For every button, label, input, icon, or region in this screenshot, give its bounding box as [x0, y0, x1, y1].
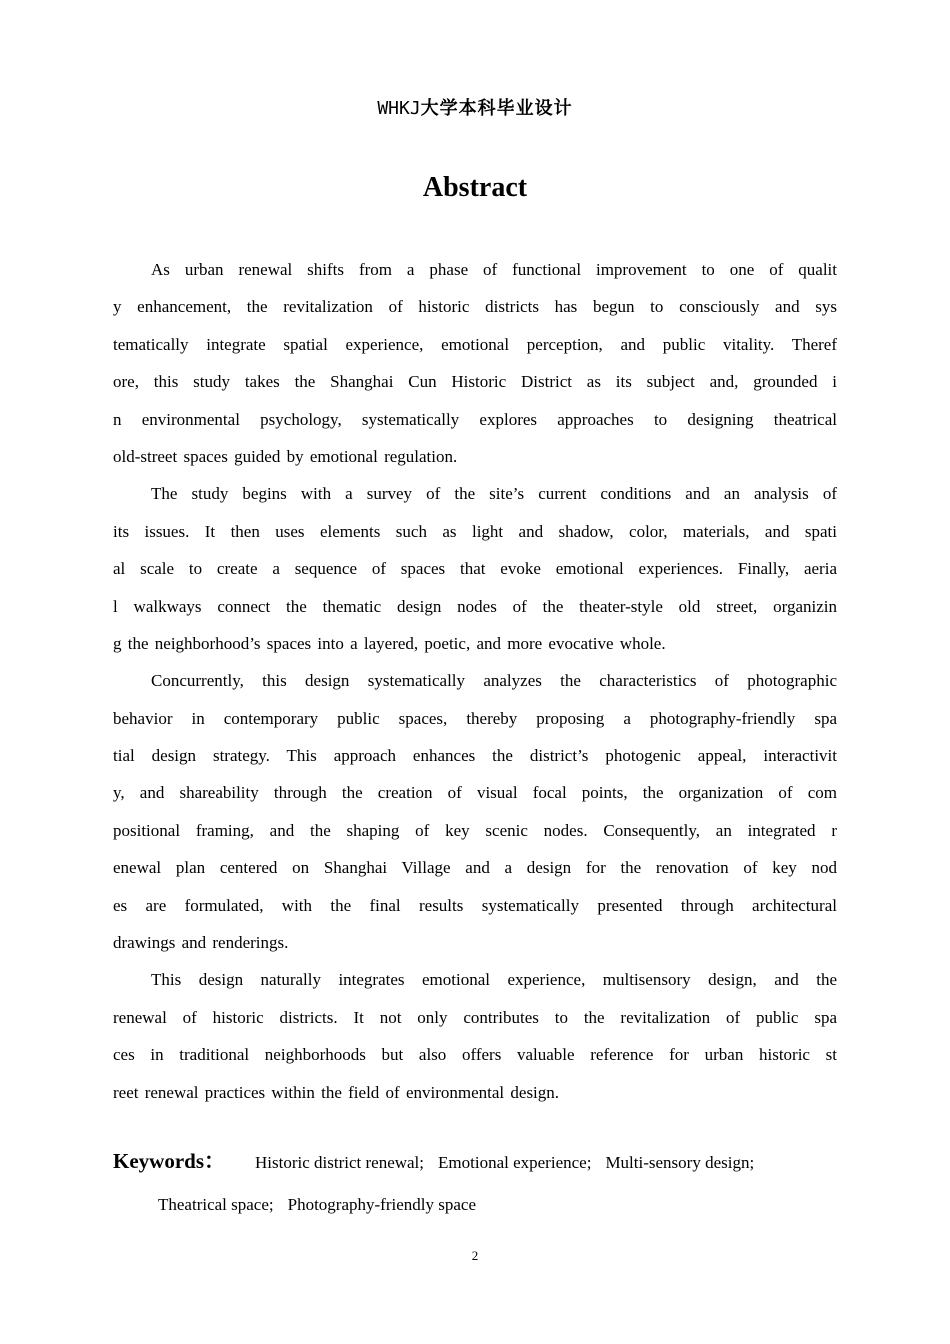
- paragraph-line: enewal plan centered on Shanghai Village and a design for the renovation of key nod: [113, 858, 837, 878]
- paragraph-line: ore, this study takes the Shanghai Cun Historic District as its subject and, grounded i: [113, 372, 837, 392]
- paragraph-line: The study begins with a survey of the site’s current conditions and an analysis of: [151, 484, 837, 504]
- paragraph-line: tematically integrate spatial experience, emotional perception, and public vitality. Theref: [113, 334, 837, 354]
- keyword-item: Photography-friendly space: [287, 1195, 476, 1214]
- paragraph-line: ces in traditional neighborhoods but also offers valuable reference for urban historic st: [113, 1045, 837, 1065]
- page-title: Abstract: [422, 172, 528, 203]
- abstract-body: [113, 251, 837, 1111]
- paragraph-line: y enhancement, the revitalization of historic districts has begun to consciously and sys: [113, 297, 837, 317]
- header-cjk-text: 大学本科毕业设计: [420, 98, 573, 119]
- keywords-label: Keywords：: [113, 1149, 225, 1173]
- paragraph-line: old-street spaces guided by emotional regulation.: [113, 446, 458, 466]
- paragraph-line: renewal of historic districts. It not only contributes to the revitalization of public spa: [113, 1007, 837, 1027]
- paragraph-line: n environmental psychology, systematically explores approaches to designing theatrical: [113, 409, 837, 429]
- page-number: 2: [471, 1248, 479, 1263]
- paragraph-line: g the neighborhood’s spaces into a layered, poetic, and more evocative whole.: [113, 633, 666, 653]
- paragraph-line: l walkways connect the thematic design nodes of the theater-style old street, organizin: [113, 596, 837, 616]
- paragraph-line: al scale to create a sequence of spaces that evoke emotional experiences. Finally, aeria: [113, 559, 837, 579]
- paragraph-line: tial design strategy. This approach enhances the district’s photogenic appeal, interactivit: [113, 746, 837, 766]
- paragraph-line: drawings and renderings.: [113, 933, 289, 953]
- paragraph-line: reet renewal practices within the field of environmental design.: [113, 1082, 560, 1102]
- keyword-item: Emotional experience;: [438, 1153, 592, 1172]
- keywords-row: [113, 1142, 837, 1180]
- keywords-section: [113, 1142, 837, 1224]
- header-latin-text: WHKJ: [377, 98, 421, 119]
- keyword-item: Multi-sensory design;: [605, 1153, 755, 1172]
- paragraph-line: Concurrently, this design systematically analyzes the characteristics of photographic: [151, 671, 837, 691]
- keyword-item: Theatrical space;: [158, 1195, 274, 1214]
- keywords-row: [113, 1186, 837, 1224]
- paragraph-line: es are formulated, with the final results systematically presented through architectural: [113, 895, 837, 915]
- paragraph-line: As urban renewal shifts from a phase of functional improvement to one of qualit: [151, 260, 837, 279]
- paragraph-line: y, and shareability through the creation of visual focal points, the organization of com: [113, 783, 837, 803]
- paragraph-line: its issues. It then uses elements such as light and shadow, color, materials, and spati: [113, 521, 837, 541]
- running-header: [0, 94, 950, 120]
- keyword-item: Historic district renewal;: [255, 1153, 425, 1172]
- paragraph-line: behavior in contemporary public spaces, thereby proposing a photography-friendly spa: [113, 708, 837, 728]
- paragraph-line: This design naturally integrates emotional experience, multisensory design, and the: [151, 970, 837, 990]
- paragraph-line: positional framing, and the shaping of key scenic nodes. Consequently, an integrated r: [113, 820, 837, 840]
